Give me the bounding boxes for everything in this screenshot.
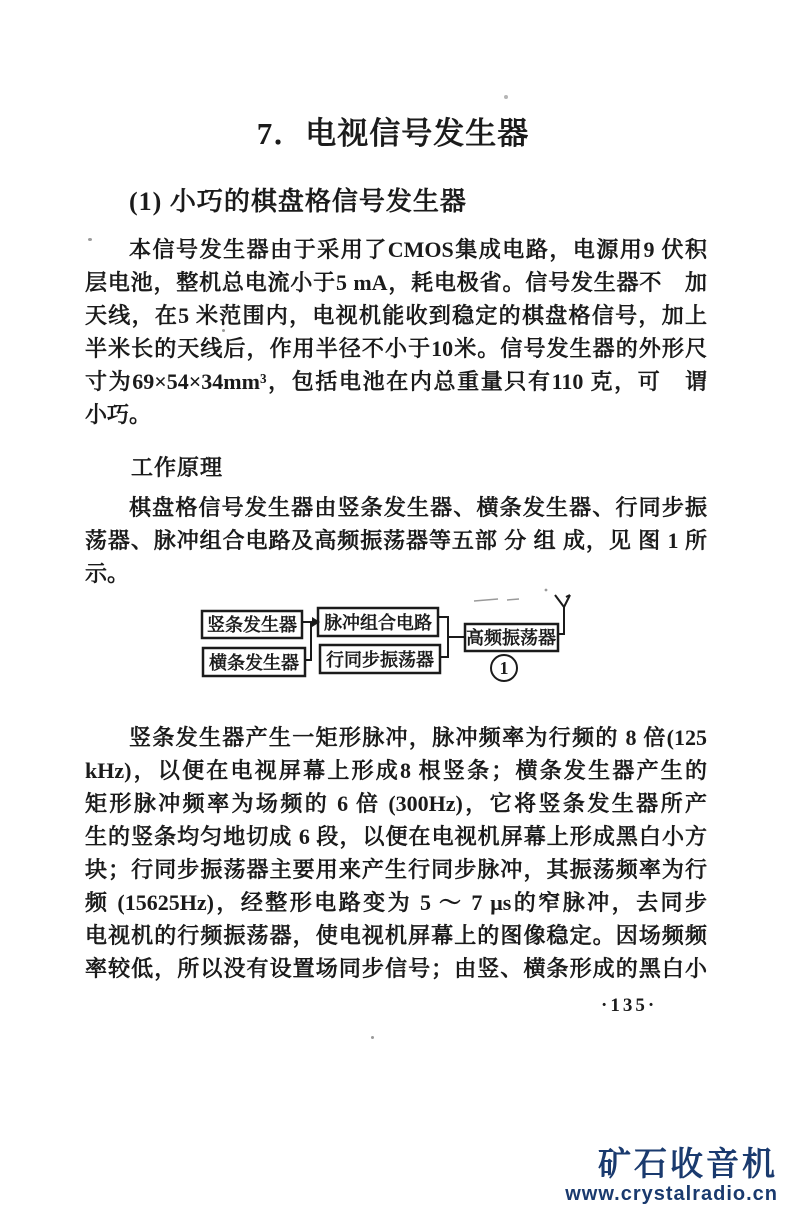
- working-principle-heading: 工作原理: [131, 455, 224, 480]
- text-line: 半米长的天线后，作用半径不小于10米。信号发生器的外形尺: [85, 336, 707, 361]
- block-diagram-figure-1: [185, 583, 600, 705]
- text-line: 率较低，所以没有设置场同步信号；由竖、横条形成的黑白小: [85, 956, 707, 981]
- figure-number: 1: [499, 658, 509, 678]
- text-line: 荡器、脉冲组合电路及高频振荡器等五部 分 组 成，见 图 1 所: [85, 528, 707, 553]
- box-label-line-sync-oscillator: 行同步振荡器: [326, 650, 434, 670]
- paragraph-detail: [85, 721, 707, 985]
- text-line: 层电池，整机总电流小于5 mA，耗电极省。信号发生器不 加: [85, 270, 707, 295]
- antenna-icon: [555, 595, 570, 607]
- page-number: ·135·: [601, 995, 658, 1016]
- text-line: 频 (15625Hz)，经整形电路变为 5 ～ 7 μs的窄脉冲，去同步: [85, 890, 707, 915]
- scan-speck: [504, 95, 508, 99]
- text-line: 棋盘格信号发生器由竖条发生器、横条发生器、行同步振: [129, 495, 707, 520]
- text-line: 寸为69×54×34mm³，包括电池在内总重量只有110 克，可 谓: [85, 369, 707, 394]
- text-line: 电视机的行频振荡器，使电视机屏幕上的图像稳定。因场频频: [85, 923, 707, 948]
- text-line: 生的竖条均匀地切成 6 段，以便在电视机屏幕上形成黑白小方: [85, 824, 707, 849]
- scan-speck: [371, 1036, 374, 1039]
- text-line: 块；行同步振荡器主要用来产生行同步脉冲，其振荡频率为行: [85, 857, 707, 882]
- box-label-pulse-combiner-circuit: 脉冲组合电路: [324, 613, 432, 633]
- chapter-title: 7．电视信号发生器: [256, 116, 530, 151]
- box-label-horizontal-bar-generator: 横条发生器: [209, 653, 299, 673]
- section-heading: (1) 小巧的棋盘格信号发生器: [129, 187, 467, 216]
- paragraph-overview: [85, 491, 707, 590]
- paragraph-intro: [85, 233, 707, 431]
- text-line: 天线，在5 米范围内，电视机能收到稳定的棋盘格信号，加上: [85, 303, 707, 328]
- text-line: kHz)，以便在电视屏幕上形成8 根竖条；横条发生器产生的: [85, 758, 707, 783]
- text-line: 矩形脉冲频率为场频的 6 倍 (300Hz)，它将竖条发生器所产: [85, 791, 707, 816]
- scan-artifact-dashes: [474, 589, 547, 601]
- text-line: 本信号发生器由于采用了CMOS集成电路，电源用9 伏积: [129, 237, 707, 262]
- box-label-vertical-bar-generator: 竖条发生器: [207, 615, 297, 635]
- text-line: 示。: [85, 561, 130, 586]
- box-label-rf-oscillator: 高频振荡器: [466, 628, 556, 648]
- watermark-site-name: 矿石收音机: [598, 1145, 778, 1182]
- scan-speck: [222, 329, 225, 332]
- text-line: 竖条发生器产生一矩形脉冲，脉冲频率为行频的 8 倍(125: [129, 725, 707, 750]
- text-line: 小巧。: [85, 402, 152, 427]
- scan-speck: [88, 238, 92, 241]
- watermark-site-url: www.crystalradio.cn: [565, 1183, 778, 1205]
- watermark: [478, 1146, 778, 1206]
